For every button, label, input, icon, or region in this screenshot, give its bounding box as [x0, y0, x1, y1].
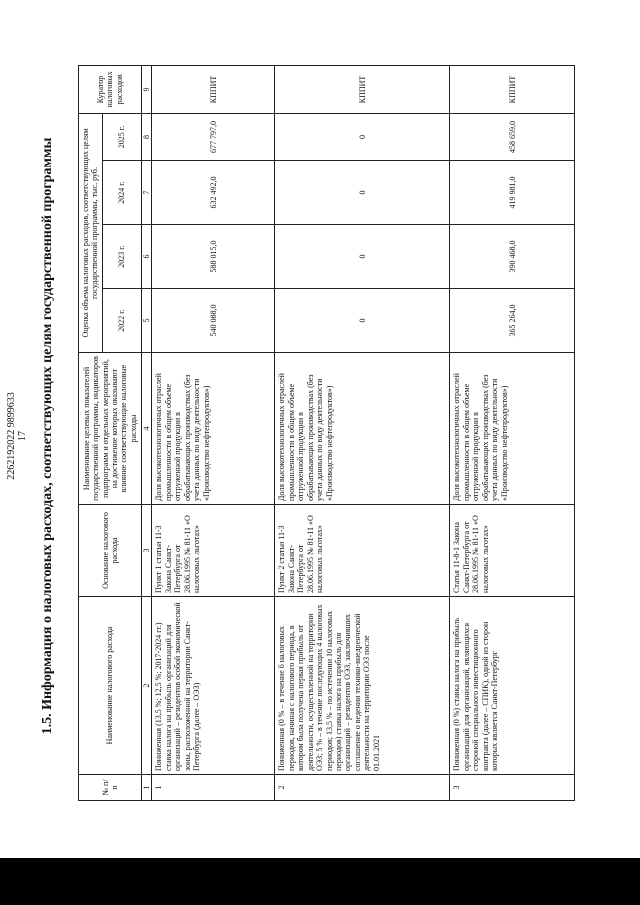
- row-2022: 540 088,0: [152, 289, 275, 353]
- header-name: Наименование налогового расхода: [79, 597, 142, 775]
- col-number: 4: [141, 353, 151, 505]
- col-number: 8: [141, 113, 151, 160]
- row-num: 2: [275, 775, 450, 801]
- row-2025: 677 797,0: [152, 113, 275, 160]
- row-2023: 0: [275, 225, 450, 289]
- column-number-row: [141, 65, 151, 800]
- header-2025: 2025 г.: [102, 113, 141, 160]
- rotated-page-content: [0, 31, 555, 841]
- row-curator: КППИТ: [450, 65, 575, 113]
- col-number: 6: [141, 225, 151, 289]
- row-num: 3: [450, 775, 575, 801]
- row-2024: 632 492,0: [152, 161, 275, 225]
- row-indicator: Доля высокотехнологичных отраслей промышленности в общем объеме отгруженной продукции в обрабатывающих производствах (без учета данных по виду деятельности «Производство нефтепродуктов»): [450, 353, 575, 505]
- row-2023: 588 015,0: [152, 225, 275, 289]
- row-2025: 458 659,0: [450, 113, 575, 160]
- header-2024: 2024 г.: [102, 161, 141, 225]
- row-name: Пониженная (0 % – в течение 6 налоговых периодов, начиная с налогового периода, в котором была получена первая прибыль от деятельности, осуществленной на территории ОЭЗ; 5 % – в течение последующих 4 налоговых периодов; 13,5 % – по истечении 10 налоговых периодов) ставка налога на прибыль для организаций – резидентов ОЭЗ, заключивших соглашение о ведении технико-внедренческой деятельности на территории ОЭЗ после 01.01.2021: [275, 597, 450, 775]
- row-2024: 419 981,0: [450, 161, 575, 225]
- header-num: № п/п: [79, 775, 142, 801]
- header-basis: Основание налогового расхода: [79, 505, 142, 597]
- row-2023: 390 468,0: [450, 225, 575, 289]
- col-number: 3: [141, 505, 151, 597]
- col-number: 5: [141, 289, 151, 353]
- row-basis: Пункт 1 статьи 11-3 Закона Санкт-Петербурга от 28.06.1995 № 81-11 «О налоговых льготах»: [152, 505, 275, 597]
- header-2022: 2022 г.: [102, 289, 141, 353]
- document-id: 2262192022 9899633: [6, 392, 17, 480]
- header-2023: 2023 г.: [102, 225, 141, 289]
- col-number: 2: [141, 597, 151, 775]
- row-indicator: Доля высокотехнологичных отраслей промышленности в общем объеме отгруженной продукции в обрабатывающих производствах (без учета данных по виду деятельности «Производство нефтепродуктов»): [152, 353, 275, 505]
- table-row: [275, 65, 450, 800]
- header-indicator: Наименование целевых показателей государственной программы, индикаторов подпрограмм и отдельных мероприятий, на достижение которых оказывают влияние соответствующие налоговые расходы: [79, 353, 142, 505]
- header-estimate: Оценка объема налоговых расходов, соответствующих целям государственной программы, тыс. руб.: [79, 113, 103, 352]
- row-name: Пониженная (13,5 %; 12,5 %; 2017-2024 гг.) ставка налога на прибыль организаций для организаций – резидентов особой экономической зоны, расположенной на территории Санкт-Петербурга (далее – ОЭЗ): [152, 597, 275, 775]
- row-curator: КППИТ: [152, 65, 275, 113]
- row-2024: 0: [275, 161, 450, 225]
- col-number: 9: [141, 65, 151, 113]
- row-name: Пониженная (0 %) ставка налога на прибыль организаций для организаций, являющихся стороной специального инвестиционного контракта (далее – СПИК), одной из сторон которых является Санкт-Петербург: [450, 597, 575, 775]
- header-curator: Куратор налоговых расходов: [79, 65, 142, 113]
- row-basis: Пункт 2 статьи 11-3 Закона Санкт-Петербурга от 28.06.1995 № 81-11 «О налоговых льготах»: [275, 505, 450, 597]
- row-indicator: Доля высокотехнологичных отраслей промышленности в общем объеме отгруженной продукции в обрабатывающих производствах (без учета данных по виду деятельности «Производство нефтепродуктов»): [275, 353, 450, 505]
- row-2022: 0: [275, 289, 450, 353]
- table-header-row: [79, 65, 103, 800]
- row-2025: 0: [275, 113, 450, 160]
- row-basis: Статья 11-8-1 Закона Санкт-Петербурга от 28.06.1995 № 81-11 «О налоговых льготах»: [450, 505, 575, 597]
- col-number: 7: [141, 161, 151, 225]
- table-row: [450, 65, 575, 800]
- row-curator: КППИТ: [275, 65, 450, 113]
- row-2022: 365 264,0: [450, 289, 575, 353]
- col-number: 1: [141, 775, 151, 801]
- row-num: 1: [152, 775, 275, 801]
- page-number: 17: [17, 431, 28, 441]
- section-title: 1.5. Информация о налоговых расходах, соответствующих целям государственной программы: [40, 137, 55, 735]
- tax-expenditure-table: [78, 65, 575, 801]
- table-row: [152, 65, 275, 800]
